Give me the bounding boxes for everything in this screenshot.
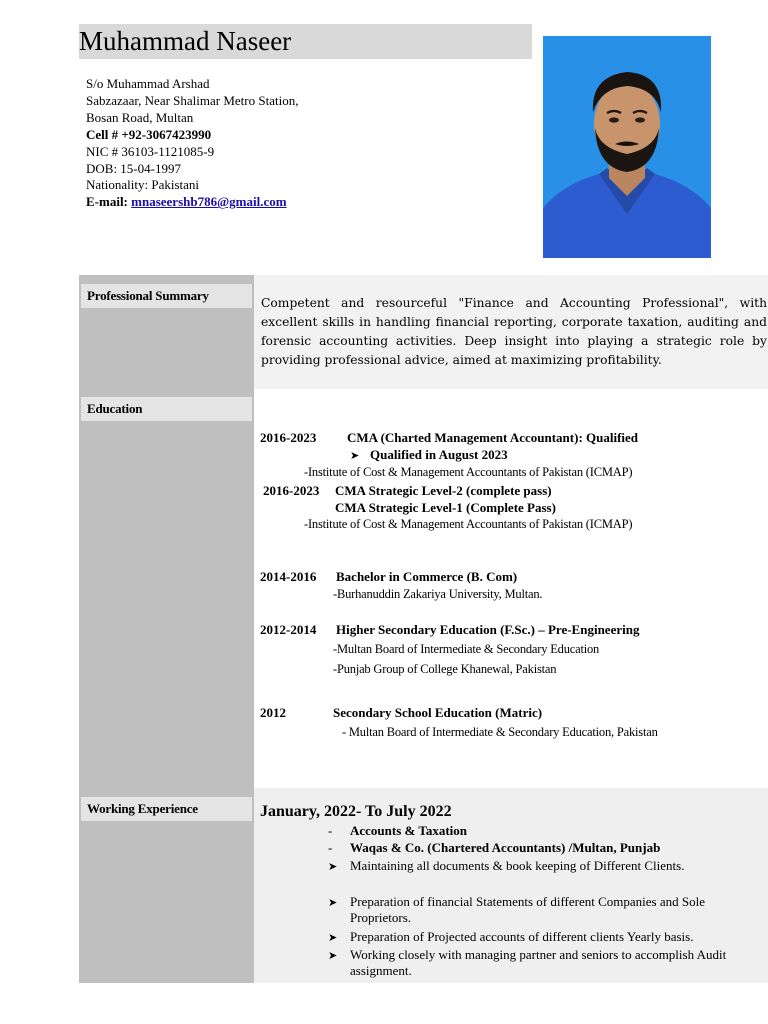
- matric-board: - Multan Board of Intermediate & Secondary Education, Pakistan: [342, 725, 658, 739]
- arrow-bullet-icon: ➤: [328, 949, 338, 962]
- cma-note: Qualified in August 2023: [370, 447, 508, 462]
- cma-level2: CMA Strategic Level-2 (complete pass): [335, 483, 552, 498]
- bcom-year: 2014-2016: [260, 569, 317, 584]
- dash-bullet: -: [328, 840, 333, 855]
- arrow-bullet-icon: ➤: [328, 896, 338, 909]
- summary-text: Competent and resourceful "Finance and Accounting Professional", with excellent skills in handling financial reporting, corporate taxation, auditing and forensic accounting activities. Deep insight into playing a strategic role by providing professional advice, aimed at maximizing profitability.: [261, 296, 767, 367]
- address-line-2: Bosan Road, Multan: [86, 109, 194, 125]
- contact-block: [86, 76, 298, 211]
- experience-label: Working Experience: [81, 797, 252, 821]
- experience-role: Accounts & Taxation: [350, 823, 468, 838]
- cv-table: [79, 275, 768, 983]
- experience-bullet: Working closely with managing partner and seniors to accomplish Audit assignment.: [350, 947, 727, 978]
- experience-firm: Waqas & Co. (Chartered Accountants) /Multan, Punjab: [350, 840, 661, 855]
- experience-bullet: Preparation of financial Statements of different Companies and Sole Proprietors.: [350, 894, 705, 925]
- bcom-institute: -Burhanuddin Zakariya University, Multan.: [333, 587, 543, 601]
- cma-institute: -Institute of Cost & Management Accountants of Pakistan (ICMAP): [304, 465, 633, 479]
- profile-photo: [543, 36, 711, 258]
- email-link[interactable]: mnaseershb786@gmail.com: [131, 194, 287, 210]
- education-label: Education: [81, 397, 252, 421]
- summary-content-cell: [254, 275, 768, 389]
- fsc-title: Higher Secondary Education (F.Sc.) – Pre-Engineering: [336, 622, 640, 637]
- cma-year: 2016-2023: [260, 430, 317, 445]
- arrow-bullet-icon: ➤: [328, 931, 338, 944]
- fsc-board: -Multan Board of Intermediate & Secondary Education: [333, 642, 600, 656]
- address-line-1: Sabzazaar, Near Shalimar Metro Station,: [86, 92, 299, 108]
- date-of-birth: DOB: 15-04-1997: [86, 160, 181, 176]
- summary-label-cell: [79, 275, 254, 389]
- education-label-cell: [79, 389, 254, 788]
- arrow-bullet-icon: ➤: [328, 860, 338, 873]
- arrow-bullet-icon: ➤: [350, 449, 360, 462]
- fsc-college: -Punjab Group of College Khanewal, Pakistan: [333, 662, 557, 676]
- candidate-name: Muhammad Naseer: [79, 26, 292, 56]
- experience-bullet: Maintaining all documents & book keeping of Different Clients.: [350, 858, 685, 873]
- summary-label: Professional Summary: [81, 284, 252, 308]
- parent-name: S/o Muhammad Arshad: [86, 76, 210, 91]
- fsc-year: 2012-2014: [260, 622, 317, 637]
- email-row: [86, 194, 298, 211]
- nic-number: NIC # 36103-1121085-9: [86, 143, 215, 159]
- email-label: E-mail:: [86, 194, 132, 210]
- experience-period: January, 2022- To July 2022: [260, 803, 452, 820]
- education-content-cell: [254, 389, 768, 788]
- cma-levels-institute: -Institute of Cost & Management Accountants of Pakistan (ICMAP): [304, 517, 633, 531]
- nationality: Nationality: Pakistani: [86, 177, 200, 193]
- experience-label-cell: [79, 788, 254, 983]
- cma-levels-year: 2016-2023: [263, 483, 320, 498]
- experience-content-cell: [254, 788, 768, 983]
- matric-title: Secondary School Education (Matric): [333, 705, 543, 720]
- matric-year: 2012: [260, 705, 286, 720]
- dash-bullet: -: [328, 823, 333, 838]
- cma-title: CMA (Charted Management Accountant): Qualified: [347, 430, 639, 445]
- cell-number: Cell # +92-3067423990: [86, 126, 212, 142]
- cma-level1: CMA Strategic Level-1 (Complete Pass): [335, 500, 556, 515]
- bcom-title: Bachelor in Commerce (B. Com): [336, 569, 518, 584]
- experience-bullet: Preparation of Projected accounts of different clients Yearly basis.: [350, 929, 694, 944]
